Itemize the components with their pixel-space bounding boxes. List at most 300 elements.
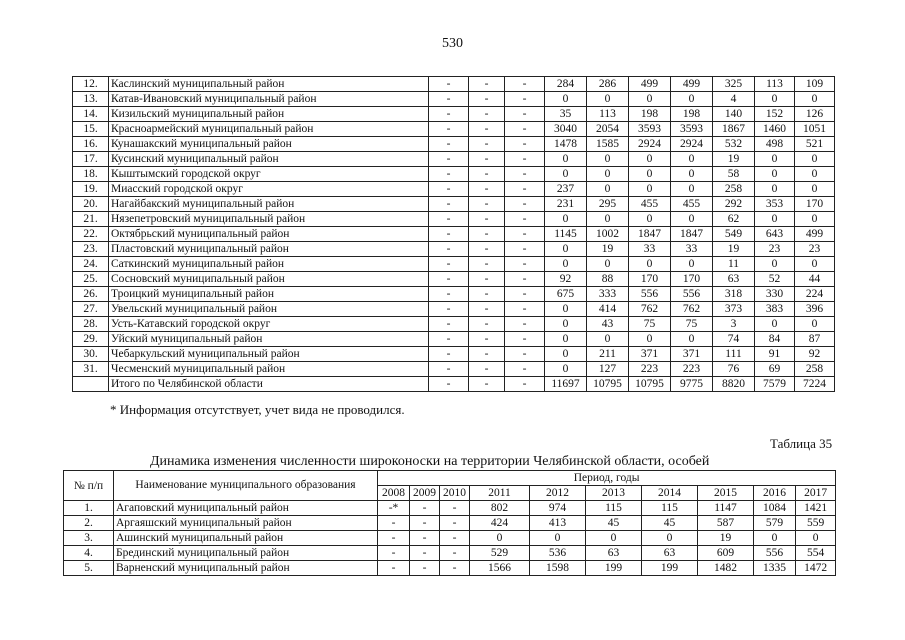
value-cell: 318 — [713, 287, 755, 302]
value-cell: 0 — [755, 167, 795, 182]
value-cell: 0 — [796, 531, 836, 546]
value-cell: 0 — [545, 362, 587, 377]
value-cell: - — [505, 182, 545, 197]
municipality-name: Пластовский муниципальный район — [109, 242, 429, 257]
value-cell: 0 — [545, 212, 587, 227]
value-cell: - — [429, 152, 469, 167]
table-row — [73, 137, 835, 152]
value-cell: 373 — [713, 302, 755, 317]
table-caption: Динамика изменения численности широконоски на территории Челябинской области, особей — [150, 454, 710, 469]
value-cell: - — [429, 212, 469, 227]
value-cell: - — [429, 107, 469, 122]
municipality-name: Саткинский муниципальный район — [109, 257, 429, 272]
value-cell: 556 — [754, 546, 796, 561]
value-cell: - — [505, 257, 545, 272]
municipality-name: Ашинский муниципальный район — [114, 531, 378, 546]
value-cell: - — [469, 152, 505, 167]
value-cell: 0 — [629, 182, 671, 197]
page-number: 530 — [442, 36, 463, 51]
value-cell: 499 — [629, 77, 671, 92]
table-row — [73, 257, 835, 272]
value-cell: 556 — [671, 287, 713, 302]
value-cell: - — [410, 516, 440, 531]
value-cell: - — [505, 167, 545, 182]
value-cell: 0 — [671, 92, 713, 107]
value-cell: 92 — [545, 272, 587, 287]
value-cell: 33 — [629, 242, 671, 257]
value-cell: 63 — [642, 546, 698, 561]
value-cell: 35 — [545, 107, 587, 122]
row-number: 13. — [73, 92, 109, 107]
value-cell: - — [505, 212, 545, 227]
municipality-name: Аргаяшский муниципальный район — [114, 516, 378, 531]
value-cell: - — [429, 272, 469, 287]
table-row — [73, 152, 835, 167]
value-cell: - — [469, 107, 505, 122]
value-cell: 0 — [755, 152, 795, 167]
row-number: 17. — [73, 152, 109, 167]
value-cell: 0 — [795, 152, 835, 167]
value-cell: 762 — [671, 302, 713, 317]
row-number: 14. — [73, 107, 109, 122]
value-cell: 1002 — [587, 227, 629, 242]
value-cell: 0 — [671, 152, 713, 167]
value-cell: 223 — [671, 362, 713, 377]
row-number: 16. — [73, 137, 109, 152]
value-cell: 1478 — [545, 137, 587, 152]
row-number: 27. — [73, 302, 109, 317]
value-cell: 1145 — [545, 227, 587, 242]
value-cell: 295 — [587, 197, 629, 212]
value-cell: - — [505, 107, 545, 122]
table-row — [73, 377, 835, 392]
value-cell: 199 — [642, 561, 698, 576]
municipality-name: Красноармейский муниципальный район — [109, 122, 429, 137]
table-row — [73, 287, 835, 302]
value-cell: 0 — [545, 167, 587, 182]
value-cell: 91 — [755, 347, 795, 362]
value-cell: 0 — [795, 167, 835, 182]
table-row — [73, 212, 835, 227]
value-cell: - — [429, 122, 469, 137]
value-cell: 529 — [470, 546, 530, 561]
value-cell: - — [469, 287, 505, 302]
value-cell: 2924 — [671, 137, 713, 152]
value-cell: - — [469, 197, 505, 212]
value-cell: - — [505, 137, 545, 152]
value-cell: 0 — [755, 212, 795, 227]
value-cell: 0 — [629, 92, 671, 107]
municipality-name: Сосновский муниципальный район — [109, 272, 429, 287]
value-cell: 3040 — [545, 122, 587, 137]
value-cell: 0 — [587, 167, 629, 182]
value-cell: 115 — [586, 501, 642, 516]
value-cell: 115 — [642, 501, 698, 516]
value-cell: 587 — [698, 516, 754, 531]
municipality-name: Уйский муниципальный район — [109, 332, 429, 347]
value-cell: 0 — [545, 317, 587, 332]
value-cell: 0 — [545, 347, 587, 362]
header-name: Наименование муниципального образования — [114, 471, 378, 501]
value-cell: 371 — [671, 347, 713, 362]
table-row — [64, 501, 836, 516]
table-row — [64, 531, 836, 546]
value-cell: 1335 — [754, 561, 796, 576]
value-cell: 62 — [713, 212, 755, 227]
header-year: 2011 — [470, 486, 530, 501]
value-cell: - — [469, 77, 505, 92]
value-cell: 1847 — [629, 227, 671, 242]
value-cell: 45 — [642, 516, 698, 531]
value-cell: 1585 — [587, 137, 629, 152]
value-cell: 1566 — [470, 561, 530, 576]
value-cell: 237 — [545, 182, 587, 197]
value-cell: 1867 — [713, 122, 755, 137]
value-cell: - — [505, 317, 545, 332]
value-cell: - — [378, 531, 410, 546]
municipality-name: Троицкий муниципальный район — [109, 287, 429, 302]
value-cell: - — [469, 227, 505, 242]
value-cell: 19 — [698, 531, 754, 546]
value-cell: 11 — [713, 257, 755, 272]
value-cell: 0 — [671, 212, 713, 227]
table-row — [73, 302, 835, 317]
value-cell: 152 — [755, 107, 795, 122]
table-row — [73, 317, 835, 332]
value-cell: - — [469, 182, 505, 197]
value-cell: 109 — [795, 77, 835, 92]
value-cell: 1472 — [796, 561, 836, 576]
value-cell: 675 — [545, 287, 587, 302]
value-cell: 1051 — [795, 122, 835, 137]
value-cell: 0 — [545, 302, 587, 317]
value-cell: 396 — [795, 302, 835, 317]
municipality-name: Кусинский муниципальный район — [109, 152, 429, 167]
value-cell: 0 — [755, 317, 795, 332]
value-cell: 0 — [795, 92, 835, 107]
value-cell: 3593 — [671, 122, 713, 137]
value-cell: - — [429, 137, 469, 152]
value-cell: 7579 — [755, 377, 795, 392]
value-cell: - — [410, 546, 440, 561]
value-cell: 413 — [530, 516, 586, 531]
value-cell: - — [429, 377, 469, 392]
header-year: 2017 — [796, 486, 836, 501]
value-cell: 554 — [796, 546, 836, 561]
municipality-name: Чебаркульский муниципальный район — [109, 347, 429, 362]
value-cell: 643 — [755, 227, 795, 242]
value-cell: 0 — [530, 531, 586, 546]
value-cell: 63 — [713, 272, 755, 287]
municipality-name: Усть-Катавский городской округ — [109, 317, 429, 332]
value-cell: 0 — [671, 167, 713, 182]
row-number: 3. — [64, 531, 114, 546]
value-cell: 74 — [713, 332, 755, 347]
row-number: 19. — [73, 182, 109, 197]
value-cell: 325 — [713, 77, 755, 92]
value-cell: 0 — [755, 182, 795, 197]
value-cell: 0 — [642, 531, 698, 546]
value-cell: - — [505, 347, 545, 362]
value-cell: - — [469, 347, 505, 362]
value-cell: 170 — [671, 272, 713, 287]
value-cell: - — [505, 332, 545, 347]
value-cell: 7224 — [795, 377, 835, 392]
value-cell: 76 — [713, 362, 755, 377]
value-cell: 198 — [671, 107, 713, 122]
table-row — [73, 122, 835, 137]
row-number: 12. — [73, 77, 109, 92]
value-cell: 0 — [587, 212, 629, 227]
row-number: 2. — [64, 516, 114, 531]
value-cell: 0 — [629, 152, 671, 167]
value-cell: - — [469, 272, 505, 287]
header-year: 2015 — [698, 486, 754, 501]
table-row — [73, 332, 835, 347]
row-number — [73, 377, 109, 392]
value-cell: 974 — [530, 501, 586, 516]
value-cell: - — [429, 302, 469, 317]
value-cell: 0 — [545, 332, 587, 347]
value-cell: - — [440, 561, 470, 576]
value-cell: 353 — [755, 197, 795, 212]
shoveler-count-table — [63, 470, 836, 576]
header-year: 2008 — [378, 486, 410, 501]
value-cell: 0 — [545, 152, 587, 167]
value-cell: 0 — [755, 257, 795, 272]
value-cell: 19 — [587, 242, 629, 257]
municipality-name: Каслинский муниципальный район — [109, 77, 429, 92]
value-cell: 0 — [795, 317, 835, 332]
value-cell: 0 — [795, 212, 835, 227]
value-cell: - — [469, 92, 505, 107]
value-cell: 258 — [795, 362, 835, 377]
value-cell: - — [429, 182, 469, 197]
municipality-name: Варненский муниципальный район — [114, 561, 378, 576]
table-row — [73, 182, 835, 197]
value-cell: - — [429, 332, 469, 347]
value-cell: 0 — [587, 92, 629, 107]
value-cell: - — [429, 227, 469, 242]
value-cell: - — [429, 242, 469, 257]
value-cell: 0 — [795, 257, 835, 272]
table-row — [73, 92, 835, 107]
municipality-name: Катав-Ивановский муниципальный район — [109, 92, 429, 107]
value-cell: 140 — [713, 107, 755, 122]
value-cell: 87 — [795, 332, 835, 347]
row-number: 29. — [73, 332, 109, 347]
municipality-name: Миасский городской округ — [109, 182, 429, 197]
value-cell: 52 — [755, 272, 795, 287]
row-number: 25. — [73, 272, 109, 287]
municipality-name: Итого по Челябинской области — [109, 377, 429, 392]
value-cell: 292 — [713, 197, 755, 212]
value-cell: - — [505, 272, 545, 287]
municipality-name: Кизильский муниципальный район — [109, 107, 429, 122]
value-cell: - — [505, 302, 545, 317]
value-cell: 45 — [586, 516, 642, 531]
value-cell: 63 — [586, 546, 642, 561]
value-cell: 521 — [795, 137, 835, 152]
value-cell: 0 — [587, 257, 629, 272]
value-cell: 92 — [795, 347, 835, 362]
value-cell: - — [469, 167, 505, 182]
value-cell: 455 — [671, 197, 713, 212]
value-cell: 333 — [587, 287, 629, 302]
municipality-name: Кыштымский городской округ — [109, 167, 429, 182]
value-cell: - — [410, 501, 440, 516]
value-cell: 0 — [795, 182, 835, 197]
value-cell: 499 — [671, 77, 713, 92]
value-cell: 170 — [795, 197, 835, 212]
value-cell: - — [469, 257, 505, 272]
value-cell: - — [378, 561, 410, 576]
header-year: 2013 — [586, 486, 642, 501]
table-row — [73, 167, 835, 182]
value-cell: - — [429, 167, 469, 182]
value-cell: 0 — [755, 92, 795, 107]
value-cell: 44 — [795, 272, 835, 287]
row-number: 5. — [64, 561, 114, 576]
value-cell: - — [429, 77, 469, 92]
value-cell: 1147 — [698, 501, 754, 516]
value-cell: - — [505, 242, 545, 257]
value-cell: 1482 — [698, 561, 754, 576]
row-number: 23. — [73, 242, 109, 257]
value-cell: 8820 — [713, 377, 755, 392]
value-cell: 33 — [671, 242, 713, 257]
table-row — [64, 546, 836, 561]
value-cell: 211 — [587, 347, 629, 362]
value-cell: 58 — [713, 167, 755, 182]
value-cell: - — [429, 347, 469, 362]
value-cell: 762 — [629, 302, 671, 317]
value-cell: - — [505, 92, 545, 107]
value-cell: 0 — [587, 332, 629, 347]
value-cell: 127 — [587, 362, 629, 377]
table-row — [73, 197, 835, 212]
header-year: 2014 — [642, 486, 698, 501]
municipality-name: Чесменский муниципальный район — [109, 362, 429, 377]
value-cell: - — [505, 287, 545, 302]
row-number: 20. — [73, 197, 109, 212]
header-year: 2009 — [410, 486, 440, 501]
row-number: 18. — [73, 167, 109, 182]
value-cell: 258 — [713, 182, 755, 197]
value-cell: - — [440, 501, 470, 516]
row-number: 22. — [73, 227, 109, 242]
row-number: 4. — [64, 546, 114, 561]
value-cell: 284 — [545, 77, 587, 92]
value-cell: 75 — [671, 317, 713, 332]
row-number: 1. — [64, 501, 114, 516]
value-cell: 19 — [713, 242, 755, 257]
row-number: 21. — [73, 212, 109, 227]
municipality-name: Кунашакский муниципальный район — [109, 137, 429, 152]
municipality-name: Нагайбакский муниципальный район — [109, 197, 429, 212]
value-cell: 111 — [713, 347, 755, 362]
value-cell: 0 — [629, 257, 671, 272]
value-cell: - — [429, 362, 469, 377]
value-cell: - — [469, 212, 505, 227]
value-cell: 0 — [754, 531, 796, 546]
value-cell: 2054 — [587, 122, 629, 137]
value-cell: 0 — [586, 531, 642, 546]
value-cell: 549 — [713, 227, 755, 242]
value-cell: 43 — [587, 317, 629, 332]
species-count-table-continued — [72, 76, 835, 392]
table-row — [64, 516, 836, 531]
value-cell: 69 — [755, 362, 795, 377]
value-cell: - — [505, 197, 545, 212]
value-cell: - — [378, 546, 410, 561]
value-cell: 0 — [671, 257, 713, 272]
value-cell: 0 — [587, 182, 629, 197]
value-cell: 0 — [545, 257, 587, 272]
value-cell: 0 — [629, 212, 671, 227]
value-cell: 4 — [713, 92, 755, 107]
value-cell: 0 — [545, 92, 587, 107]
value-cell: 609 — [698, 546, 754, 561]
value-cell: - — [505, 122, 545, 137]
value-cell: 559 — [796, 516, 836, 531]
municipality-name: Агаповский муниципальный район — [114, 501, 378, 516]
value-cell: 0 — [587, 152, 629, 167]
value-cell: 199 — [586, 561, 642, 576]
value-cell: 126 — [795, 107, 835, 122]
value-cell: - — [469, 122, 505, 137]
value-cell: - — [429, 317, 469, 332]
value-cell: 11697 — [545, 377, 587, 392]
value-cell: - — [429, 92, 469, 107]
value-cell: - — [469, 332, 505, 347]
value-cell: - — [505, 77, 545, 92]
row-number: 15. — [73, 122, 109, 137]
table-row — [64, 561, 836, 576]
value-cell: 198 — [629, 107, 671, 122]
value-cell: -* — [378, 501, 410, 516]
value-cell: - — [429, 287, 469, 302]
value-cell: - — [440, 546, 470, 561]
value-cell: 3 — [713, 317, 755, 332]
value-cell: 113 — [587, 107, 629, 122]
value-cell: 0 — [545, 242, 587, 257]
value-cell: - — [429, 257, 469, 272]
row-number: 24. — [73, 257, 109, 272]
municipality-name: Октябрьский муниципальный район — [109, 227, 429, 242]
table-row — [73, 77, 835, 92]
footnote: * Информация отсутствует, учет вида не проводился. — [110, 402, 405, 417]
value-cell: 9775 — [671, 377, 713, 392]
value-cell: 371 — [629, 347, 671, 362]
value-cell: 88 — [587, 272, 629, 287]
value-cell: 223 — [629, 362, 671, 377]
value-cell: - — [505, 227, 545, 242]
value-cell: - — [469, 137, 505, 152]
value-cell: - — [440, 516, 470, 531]
value-cell: - — [429, 197, 469, 212]
value-cell: 532 — [713, 137, 755, 152]
value-cell: 455 — [629, 197, 671, 212]
value-cell: 1421 — [796, 501, 836, 516]
value-cell: - — [410, 561, 440, 576]
value-cell: - — [410, 531, 440, 546]
value-cell: - — [505, 377, 545, 392]
value-cell: 579 — [754, 516, 796, 531]
value-cell: 286 — [587, 77, 629, 92]
value-cell: 414 — [587, 302, 629, 317]
value-cell: - — [469, 377, 505, 392]
